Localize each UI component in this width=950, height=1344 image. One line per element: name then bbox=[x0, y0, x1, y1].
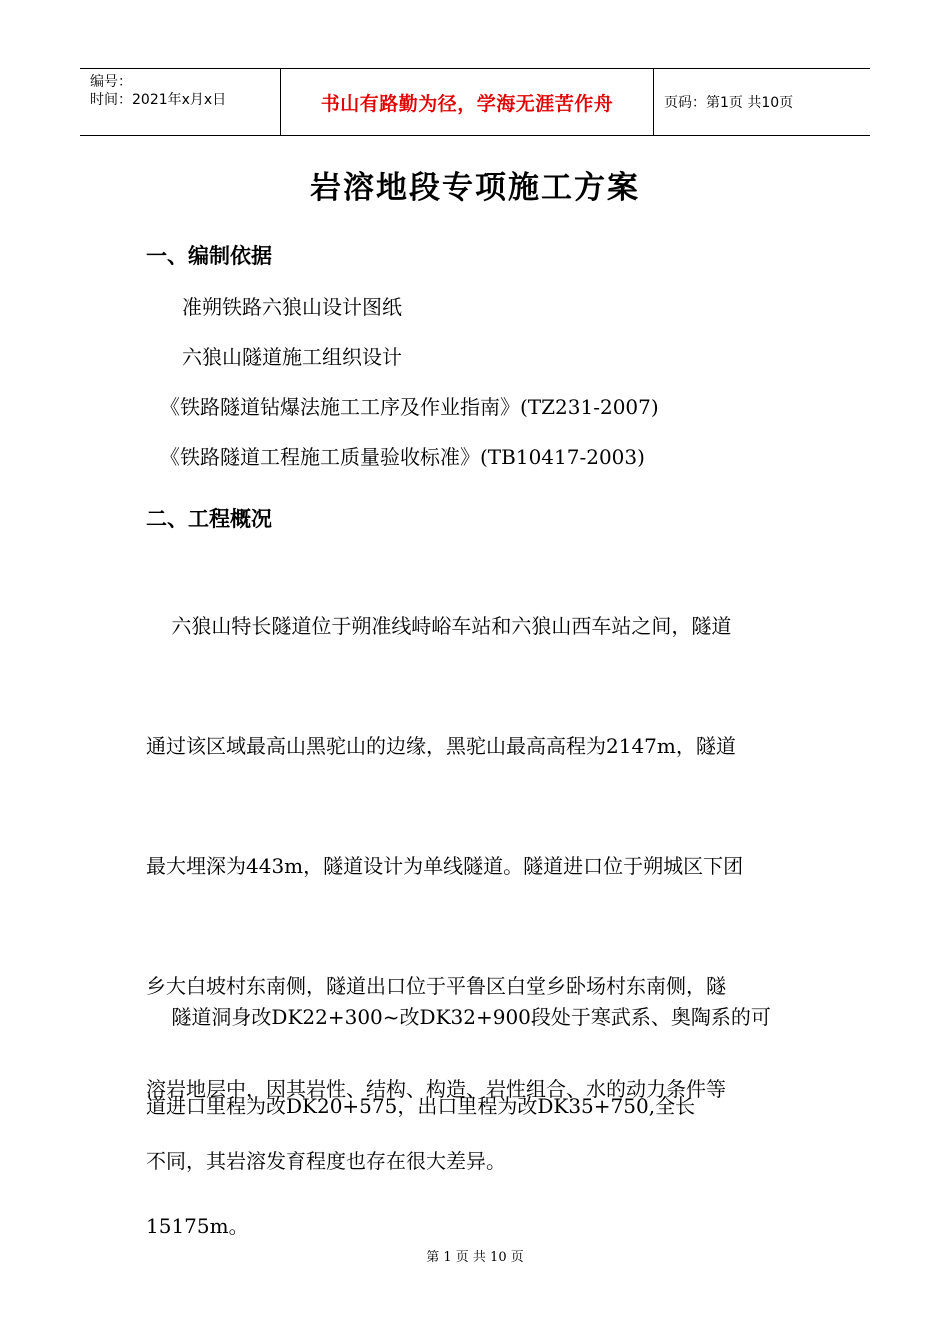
paragraph-line: 最大埋深为443m，隧道设计为单线隧道。隧道进口位于朔城区下团 bbox=[146, 854, 744, 878]
paragraph-line: 隧道洞身改DK22+300~改DK32+900段处于寒武系、奥陶系的可 bbox=[146, 1005, 771, 1029]
paragraph-line: 乡大白坡村东南侧，隧道出口位于平鲁区白堂乡卧场村东南侧，隧 bbox=[146, 974, 726, 998]
time-label: 时间：2021年x月x日 bbox=[90, 92, 227, 108]
reference-item: 《铁路隧道工程施工质量验收标准》(TB10417-2003) bbox=[160, 445, 645, 469]
paragraph-line: 溶岩地层中，因其岩性、结构、构造、岩性组合、水的动力条件等 bbox=[146, 1077, 726, 1101]
header-page-cell bbox=[654, 69, 870, 135]
paragraph-line: 通过该区域最高山黑驼山的边缘，黑驼山最高高程为2147m，隧道 bbox=[146, 734, 736, 758]
paragraph-line: 六狼山特长隧道位于朔准线峙峪车站和六狼山西车站之间，隧道 bbox=[146, 614, 732, 638]
section-heading-overview: 二、工程概况 bbox=[146, 507, 272, 531]
reference-item: 准朔铁路六狼山设计图纸 bbox=[182, 295, 402, 319]
document-title: 岩溶地段专项施工方案 bbox=[310, 170, 640, 206]
document-header bbox=[80, 68, 870, 136]
header-motto-cell bbox=[281, 69, 654, 135]
number-label: 编号： bbox=[90, 74, 132, 90]
motto-text: 书山有路勤为径，学海无涯苦作舟 bbox=[320, 92, 614, 115]
section-heading-basis: 一、编制依据 bbox=[146, 244, 272, 268]
page-info: 页码：第1页 共10页 bbox=[664, 95, 794, 111]
paragraph-line: 15175m。 bbox=[146, 1214, 249, 1238]
reference-item: 《铁路隧道钻爆法施工工序及作业指南》(TZ231-2007) bbox=[160, 395, 659, 419]
header-meta-cell bbox=[80, 69, 281, 135]
overview-paragraph-2 bbox=[146, 1002, 806, 1218]
paragraph-line: 道进口里程为改DK20+575，出口里程为改DK35+750,全长 bbox=[146, 1094, 696, 1118]
paragraph-line: 不同，其岩溶发育程度也存在很大差异。 bbox=[146, 1149, 506, 1173]
reference-item: 六狼山隧道施工组织设计 bbox=[182, 345, 402, 369]
page-footer: 第 1 页 共 10 页 bbox=[426, 1250, 524, 1265]
